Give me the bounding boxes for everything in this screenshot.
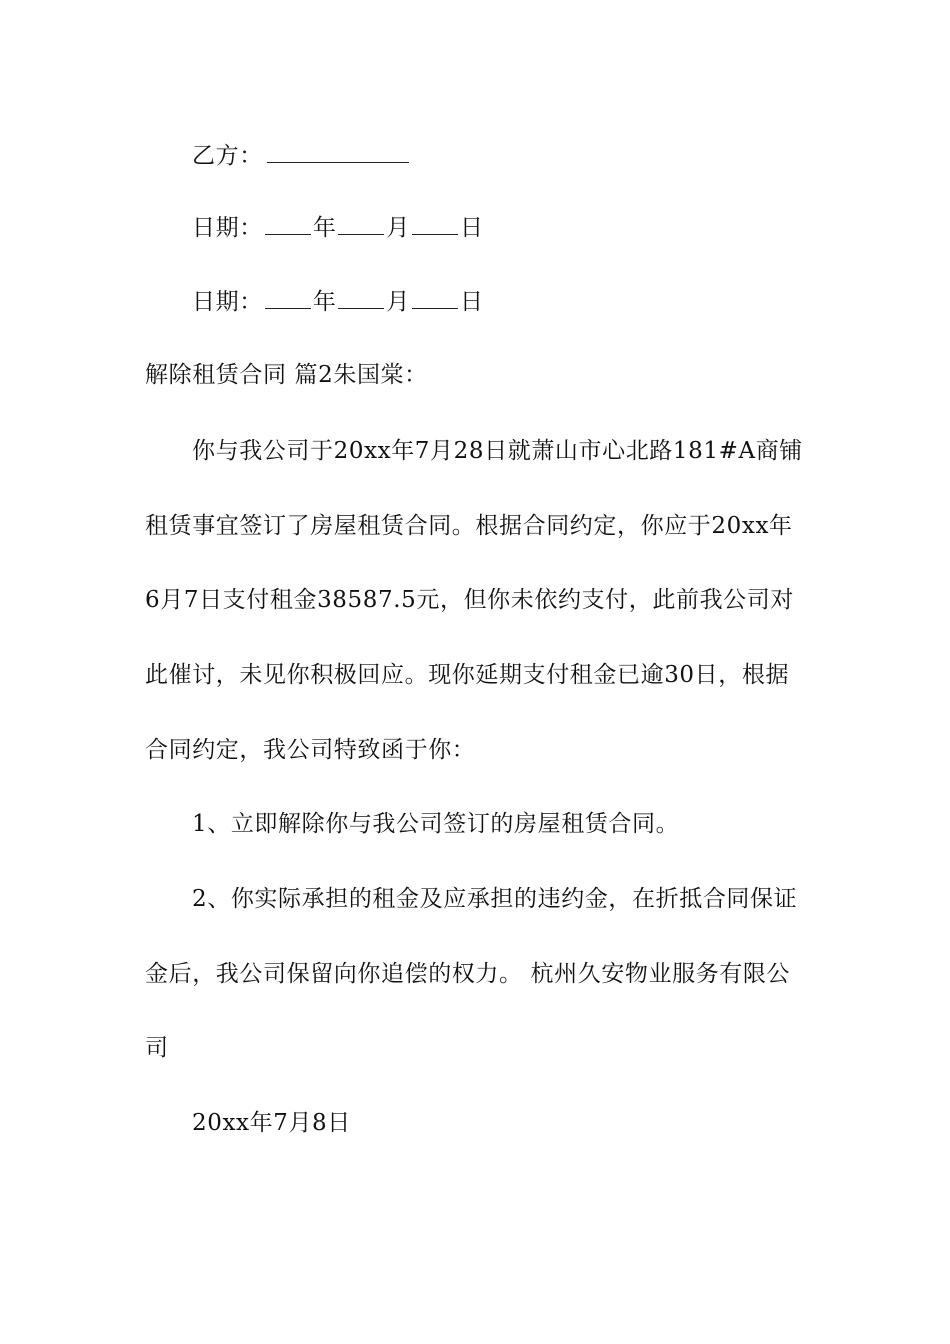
party-b-label: 乙方：	[192, 143, 263, 169]
list-item-2-line: 金后，我公司保留向你追偿的权力。 杭州久安物业服务有限公	[145, 961, 791, 987]
section-heading: 解除租赁合同 篇2朱国棠：	[145, 362, 428, 388]
date-label: 日期：	[192, 289, 263, 315]
date-label: 日期：	[192, 215, 263, 241]
list-item-2-line: 司	[145, 1035, 169, 1061]
body-line: 合同约定，我公司特致函于你：	[145, 737, 476, 763]
closing-date: 20xx年7月8日	[192, 1110, 351, 1136]
body-line: 此催讨，未见你积极回应。现你延期支付租金已逾30日，根据	[145, 662, 790, 688]
list-item-1: 1、立即解除你与我公司签订的房屋租赁合同。	[192, 811, 680, 837]
list-item-2-line: 2、你实际承担的租金及应承担的违约金，在折抵合同保证	[192, 886, 798, 912]
month-blank	[338, 212, 384, 235]
month-unit: 月	[386, 289, 411, 315]
day-unit: 日	[460, 289, 484, 315]
day-unit: 日	[460, 215, 484, 241]
year-blank	[265, 212, 311, 235]
body-line: 你与我公司于20xx年7月28日就萧山市心北路181#A商铺	[192, 438, 803, 464]
month-unit: 月	[386, 215, 411, 241]
party-b-blank	[267, 140, 409, 163]
month-blank	[338, 286, 384, 309]
day-blank	[412, 286, 458, 309]
day-blank	[412, 212, 458, 235]
year-blank	[265, 286, 311, 309]
body-line: 6月7日支付租金38587.5元，但你未依约支付，此前我公司对	[145, 587, 794, 613]
party-b-signature-line	[192, 140, 810, 171]
date-line-2	[192, 286, 810, 317]
date-line-1	[192, 212, 810, 243]
year-unit: 年	[312, 289, 337, 315]
body-line: 租赁事宜签订了房屋租赁合同。根据合同约定，你应于20xx年	[145, 513, 793, 539]
year-unit: 年	[312, 215, 337, 241]
